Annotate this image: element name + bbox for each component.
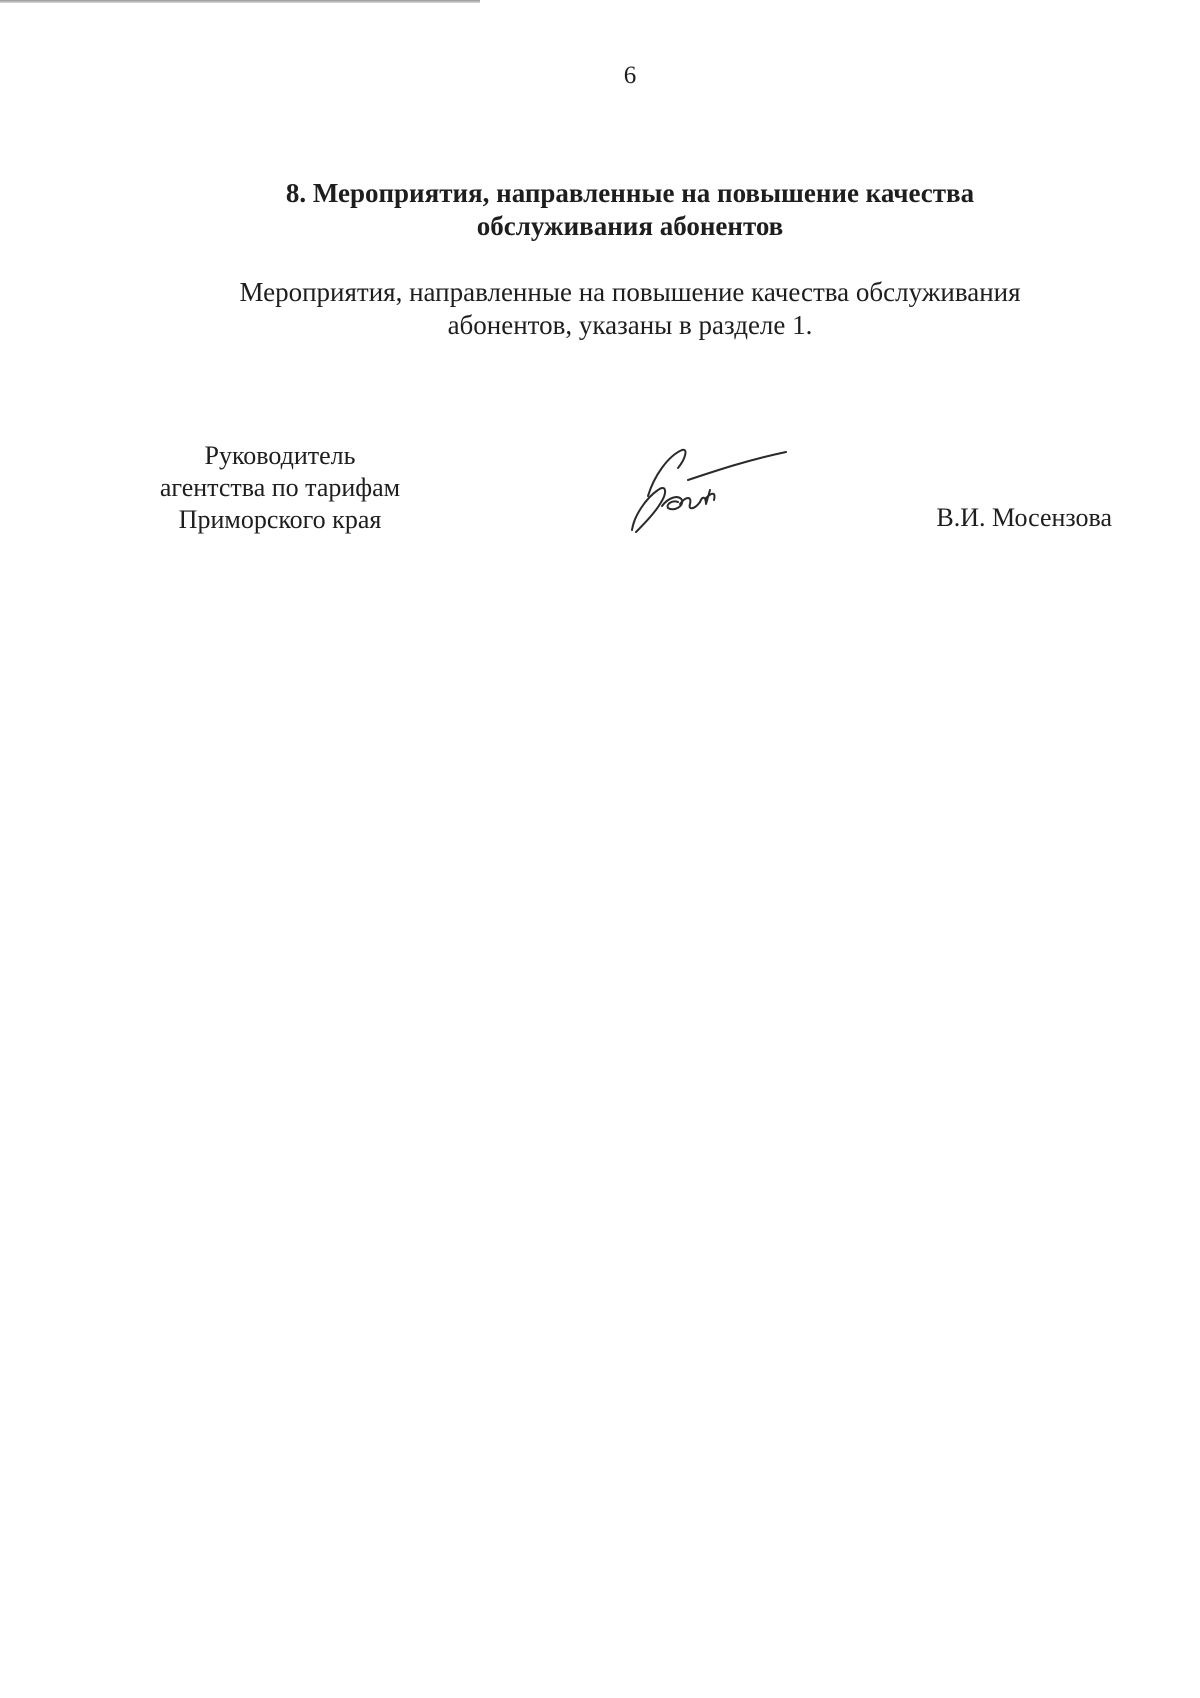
section-heading-line: 8. Мероприятия, направленные на повышение качества: [285, 178, 975, 208]
page-number: 6: [623, 62, 637, 89]
signatory-name: В.И. Мосензова: [936, 503, 1112, 532]
scan-edge-artifact: [0, 0, 480, 3]
section-body-line: Мероприятия, направленные на повышение качества обслуживания: [239, 277, 1021, 307]
section-heading-line: обслуживания абонентов: [476, 211, 784, 241]
section-heading: [180, 177, 1080, 243]
signatory-title-line: агентства по тарифам: [159, 473, 401, 502]
signatory-title-line: Приморского края: [178, 505, 382, 534]
section-body-line: абонентов, указаны в разделе 1.: [447, 310, 813, 340]
handwritten-signature-icon: [628, 446, 788, 534]
section-body: [180, 276, 1080, 342]
signatory-title: [120, 440, 440, 536]
signatory-title-line: Руководитель: [204, 441, 356, 470]
